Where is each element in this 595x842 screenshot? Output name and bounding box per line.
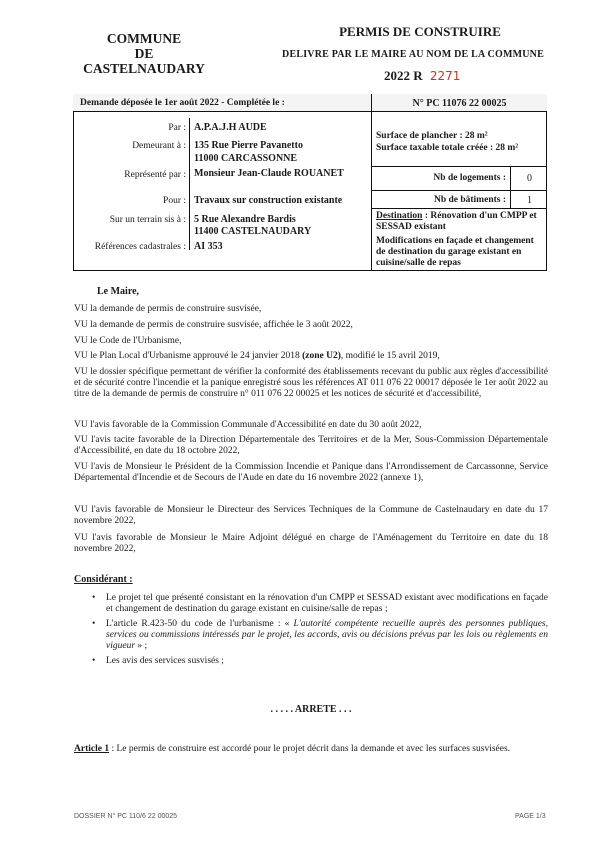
destination-label: Destination <box>376 211 423 221</box>
considerant-item-1: • Le projet tel que présenté consistant en la rénovation d'un CMPP et SESSAD existant avec modifications en façade et changement de destination du garage existant en cuisine/salle de repas ; <box>92 593 548 615</box>
surface-taxable: Surface taxable totale créée : 28 m² <box>376 143 519 153</box>
nb-batiments-label: Nb de bâtiments : <box>433 195 506 205</box>
label-demeurant: Demeurant à : <box>132 141 186 151</box>
count-divider <box>510 166 511 209</box>
year-reference <box>384 68 460 84</box>
considerant-item-3: • Les avis des services susvisés ; <box>92 656 548 667</box>
demande-label: Demande déposée le 1er août 2022 - Complétée le : <box>80 98 285 108</box>
value-demeurant-2: 11000 CARCASSONNE <box>194 153 298 164</box>
vu-2: VU la demande de permis de construire susvisée, affichée le 3 août 2022, <box>74 320 353 330</box>
value-terrain-1: 5 Rue Alexandre Bardis <box>194 214 296 225</box>
footer-dossier: DOSSIER N° PC 110/6 22 00025 <box>74 813 178 820</box>
vu-5: VU le dossier spécifique permettant de vérifier la conformité des établissements recevant du public aux règles d'accessibilité et de sécurité contre l'incendie et la panique enregistré sous les références AT 011 076 22 00017 déposée le 1er août 2022 au titre de la demande de permis de construire n° 011 076 22 00025 et les notices de sécurité et d'accessibilité, <box>74 367 548 399</box>
label-pour: Pour : <box>163 196 186 206</box>
commune-line-2: DE <box>134 46 154 61</box>
article-1-label: Article 1 <box>74 744 110 754</box>
label-cadastre: Références cadastrales : <box>94 242 186 252</box>
document-subtitle: DELIVRE PAR LE MAIRE AU NOM DE LA COMMUNE <box>282 49 544 60</box>
dossier-number: N° PC 11076 22 00025 <box>412 98 507 109</box>
value-demeurant-1: 135 Rue Pierre Pavanetto <box>194 140 303 151</box>
maire-heading: Le Maire, <box>97 286 140 297</box>
nb-logements-value: 0 <box>527 173 532 184</box>
label-represente: Représenté par : <box>124 170 186 180</box>
vu-3: VU le Code de l'Urbanisme, <box>74 336 182 346</box>
considerant-heading: Considérant : <box>74 574 133 585</box>
vu-9: VU l'avis favorable de Monsieur le Directeur des Services Techniques de la Commune de Castelnaudary en date du 17 novembre 2022, <box>74 505 548 526</box>
article-1 <box>74 744 548 755</box>
modifications: Modifications en façade et changement de destination du garage existant en cuisine/salle de repas <box>376 236 534 268</box>
vu-8: VU l'avis de Monsieur le Président de la Commission Incendie et Panique dans l'Arrondissement de Carcassonne, Service Départemental d'Incendie et de Secours de l'Aude en date du 16 novembre 2022 (annexe 1), <box>74 462 548 483</box>
commune-line-3: CASTELNAUDARY <box>83 61 205 76</box>
footer-page: PAGE 1/3 <box>515 813 546 820</box>
vu-10: VU l'avis favorable de Monsieur le Maire Adjoint délégué en charge de l'Aménagement du Territoire en date du 18 novembre 2022, <box>74 533 548 554</box>
commune-line-1: COMMUNE <box>106 31 182 46</box>
commune-block <box>64 31 224 76</box>
vu-6: VU l'avis favorable de la Commission Communale d'Accessibilité en date du 30 août 2022, <box>74 420 422 430</box>
value-par: A.P.A.J.H AUDE <box>194 122 267 133</box>
nb-batiments-value: 1 <box>527 195 532 206</box>
considerant-list <box>92 593 548 671</box>
document-title: PERMIS DE CONSTRUIRE <box>339 24 501 39</box>
label-separator <box>189 118 190 250</box>
considerant-item-2: • L'article R.423-50 du code de l'urbanisme : « L'autorité compétente recueille auprès des personnes publiques, services ou commissions intéressés par le projet, les accords, avis ou décisions prévus par les lois ou règlements en vigueur » ; <box>92 619 548 652</box>
label-terrain: Sur un terrain sis à : <box>109 215 186 225</box>
value-terrain-2: 11400 CASTELNAUDARY <box>194 226 312 237</box>
destination-value: : Rénovation d'un CMPP et SESSAD existant <box>376 211 537 232</box>
article-1-text: : Le permis de construire est accordé pour le projet décrit dans la demande et avec les surfaces susvisées. <box>109 744 511 754</box>
destination <box>376 211 544 233</box>
surface-plancher: Surface de plancher : 28 m² <box>376 131 488 141</box>
batiments-bottom-border <box>371 208 547 209</box>
nb-logements-label: Nb de logements : <box>433 173 506 183</box>
value-represente: Monsieur Jean-Claude ROUANET <box>194 168 344 179</box>
value-cadastre: AI 353 <box>194 241 223 252</box>
vu-7: VU l'avis tacite favorable de la Direction Départementale des Territoires et de la Mer, Sous-Commission Départementale d'Accessibilité, en date du 18 octobre 2022, <box>74 435 548 456</box>
vu-1: VU la demande de permis de construire susvisée, <box>74 304 262 314</box>
label-par: Par : <box>168 123 186 133</box>
value-pour: Travaux sur construction existante <box>194 195 343 206</box>
handwritten-reference: 2271 <box>429 69 461 83</box>
year-ref-text: 2022 R <box>384 68 423 83</box>
arrete-heading: . . . . . ARRETE . . . <box>270 704 352 715</box>
vu-4: VU le Plan Local d'Urbanisme approuvé le 24 janvier 2018 (zone U2), modifié le 15 avril 2019, <box>74 351 440 361</box>
